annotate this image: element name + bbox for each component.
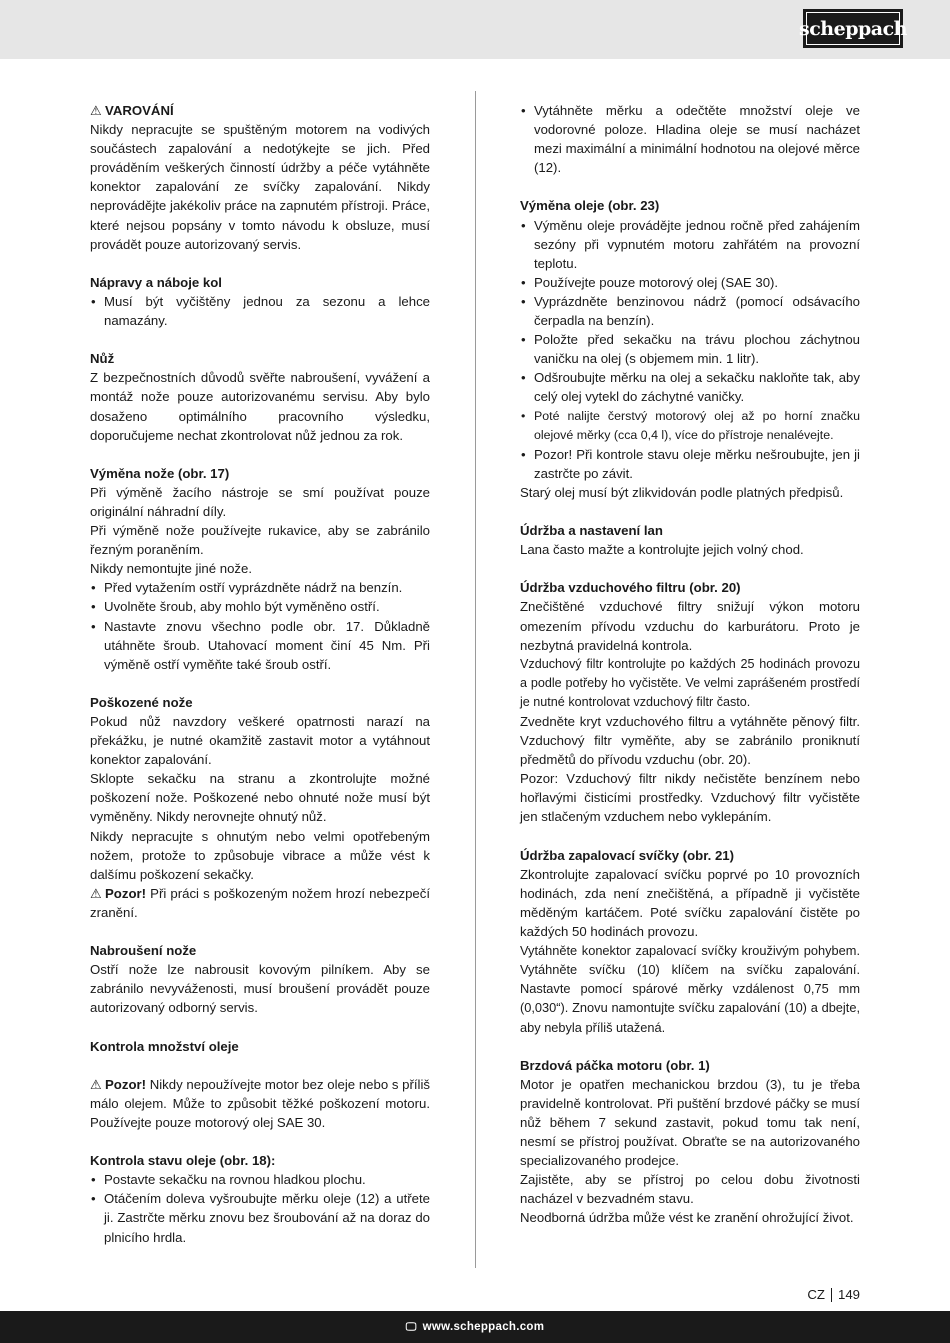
- sharpen-heading: Nabroušení nože: [90, 943, 197, 959]
- cables-text: Lana často mažte a kontrolujte jejich volný chod.: [520, 542, 804, 558]
- sharpen-section: [90, 941, 430, 1017]
- paragraph: Nikdy nepracujte s ohnutým nebo velmi opotřebeným nožem, protože to způsobuje vibrace a může vést k dalšímu poškození sekačky.: [90, 828, 430, 882]
- brake-heading: Brzdová páčka motoru (obr. 1): [520, 1057, 710, 1073]
- paragraph: Při výměně žacího nástroje se smí používat pouze originální náhradní díly.: [90, 484, 430, 519]
- column-divider: [475, 91, 476, 1268]
- paragraph: Pokud nůž navzdory veškeré opatrnosti narazí na překážku, je nutné okamžitě zastavit motor a vytáhnout konektor zapalování.: [90, 714, 430, 768]
- paragraph: Znečištěné vzduchové filtry snižují výkon motoru omezením přívodu vzduchu do karburátoru. Proto je nezbytná pravidelná kontrola.: [520, 599, 860, 653]
- knife-replace-list: [90, 578, 430, 673]
- paragraph: Vytáhněte konektor zapalovací svíčky krouživým pohybem. Vytáhněte svíčku (10) klíčem na svíčku zapalování. Nastavte pomocí spárové měrky vzdálenost 0,75 mm (0,030“). Znovu namontujte svíčku zapalování (10) a dbejte, aby nebyla příliš utažená.: [520, 943, 860, 1035]
- knife-section: [90, 349, 430, 444]
- warning-icon: ⚠: [90, 103, 102, 118]
- oil-level-heading: Kontrola stavu oleje (obr. 18):: [90, 1153, 276, 1169]
- axles-list: [90, 292, 430, 330]
- spark-plug-section: [520, 846, 860, 1037]
- paragraph: Zvedněte kryt vzduchového filtru a vytáhněte pěnový filtr. Vzduchový filtr vyměňte, aby se zabránilo proniknutí předmětů do přívodu vzduchu (obr. 20).: [520, 714, 860, 768]
- caution-text: Nikdy nepoužívejte motor bez oleje nebo s příliš málo olejem. Může to způsobit těžké poškození motoru. Používejte pouze motorový olej SAE 30.: [90, 1076, 430, 1130]
- paragraph: Zkontrolujte zapalovací svíčku poprvé po 10 provozních hodinách, zda není znečištěná, a případně ji vyčistěte měděným kartáčem. Poté svíčku zapalování čistěte po každých 50 hodinách provozu.: [520, 866, 860, 940]
- list-item: • Poté nalijte čerstvý motorový olej až po horní značku olejové měrky (cca 0,4 l), více do přístroje nenalévejte.: [520, 407, 860, 445]
- list-item: • Musí být vyčištěny jednou za sezonu a lehce namazány.: [90, 292, 430, 330]
- caution-text: Při práci s poškozeným nožem hrozí nebezpečí zranění.: [90, 885, 430, 920]
- cables-section: [520, 521, 860, 559]
- list-item: • Uvolněte šroub, aby mohlo být vyměněno ostří.: [90, 597, 430, 616]
- list-item: • Nastavte znovu všechno podle obr. 17. Důkladně utáhněte šroub. Utahovací moment činí 45 Nm. Při výměně ostří vyměňte také šroub ostří.: [90, 617, 430, 674]
- brand-logo-text: scheppach: [799, 17, 907, 40]
- paragraph: Motor je opatřen mechanickou brzdou (3), tu je třeba pravidelně kontrolovat. Při puštění brzdové páčky se musí nůž během 7 sekund zastavit, pokud tomu tak není, nesmí se přístroj používat. Obraťte se na autorizovaného specializovaného prodejce.: [520, 1076, 860, 1169]
- axles-heading: Nápravy a náboje kol: [90, 274, 222, 290]
- paragraph: Vzduchový filtr kontrolujte po každých 25 hodinách provozu a podle potřeby ho vyčistěte. Ve velmi zaprášeném prostředí je nutné kontrolovat vzduchový filtr často.: [520, 656, 860, 709]
- monitor-icon: 🖵: [405, 1320, 417, 1333]
- list-item: • Odšroubujte měrku na olej a sekačku nakloňte tak, aby celý olej vytekl do záchytné vaničky.: [520, 368, 860, 406]
- sharpen-text: Ostří nože lze nabrousit kovovým pilníkem. Aby se zabránilo nevyváženosti, musí broušení provádět pouze autorizovaný odborný servis.: [90, 962, 430, 1016]
- air-filter-section: [520, 578, 860, 826]
- brand-logo: [799, 9, 907, 48]
- brake-section: [520, 1056, 860, 1228]
- paragraph: Nikdy nemontujte jiné nože.: [90, 561, 253, 577]
- oil-change-section: [520, 196, 860, 502]
- oil-change-heading: Výměna oleje (obr. 23): [520, 198, 660, 214]
- page-separator: [831, 1288, 832, 1302]
- damaged-section: [90, 693, 430, 922]
- list-item: • Vyprázdněte benzinovou nádrž (pomocí odsávacího čerpadla na benzín).: [520, 292, 860, 330]
- paragraph: Pozor: Vzduchový filtr nikdy nečistěte benzínem nebo hořlavými čisticími prostředky. Vzduchový filtr vyčistěte jen stlačeným vzduchem nebo vyklepáním.: [520, 771, 860, 825]
- oil-amount-heading: Kontrola množství oleje: [90, 1038, 239, 1054]
- list-item: • Vytáhněte měrku a odečtěte množství oleje ve vodorovné poloze. Hladina oleje se musí nacházet mezi maximální a minimální hodnotou na olejové měrce (12).: [520, 101, 860, 177]
- oil-level-cont-list: [520, 101, 860, 177]
- knife-heading: Nůž: [90, 351, 115, 367]
- cables-heading: Údržba a nastavení lan: [520, 523, 663, 539]
- warning-icon: ⚠: [90, 1076, 102, 1092]
- oil-amount-caution: [90, 1075, 430, 1132]
- page-number-value: 149: [837, 1287, 860, 1302]
- list-item: • Používejte pouze motorový olej (SAE 30).: [520, 273, 860, 292]
- oil-level-cont-section: [520, 101, 860, 177]
- paragraph: Zajistěte, aby se přístroj po celou dobu životnosti nacházel v bezvadném stavu.: [520, 1172, 860, 1207]
- spark-plug-heading: Údržba zapalovací svíčky (obr. 21): [520, 847, 735, 863]
- footer-url[interactable]: www.scheppach.com: [422, 1321, 545, 1333]
- warning-section: [90, 101, 430, 254]
- page-number: [807, 1287, 860, 1302]
- paragraph: Sklopte sekačku na stranu a zkontrolujte možné poškození nože. Poškozené nebo ohnuté nože musí být vyměněny. Nikdy nerovnejte ohnutý nůž.: [90, 771, 430, 825]
- air-filter-heading: Údržba vzduchového filtru (obr. 20): [520, 580, 741, 596]
- language-code: CZ: [807, 1287, 825, 1302]
- footer-bar: [0, 1311, 950, 1343]
- warning-icon: ⚠: [90, 885, 102, 901]
- oil-level-section: [90, 1151, 430, 1246]
- axles-section: [90, 273, 430, 330]
- damaged-caution: [90, 884, 430, 922]
- left-column: [90, 101, 430, 1247]
- caution-label: Pozor!: [105, 885, 147, 901]
- list-item: • Před vytažením ostří vyprázdněte nádrž na benzín.: [90, 578, 430, 597]
- list-item: • Postavte sekačku na rovnou hladkou plochu.: [90, 1170, 430, 1189]
- damaged-heading: Poškozené nože: [90, 694, 193, 710]
- oil-level-list: [90, 1170, 430, 1246]
- list-item: • Položte před sekačku na trávu plochou záchytnou vaničku na olej (s objemem min. 1 litr).: [520, 330, 860, 368]
- warning-text: Nikdy nepracujte se spuštěným motorem na vodivých součástech zapalování a nedotýkejte se jich. Před prováděním veškerých činností údržby a péče vytáhněte konektor zapalování ze svíčky zapalování. Nikdy neprovádějte jakékoliv práce na zapnutém přístroji. Práce, které nejsou popsány v tomto návodu k obsluze, musí provádět pouze autorizovaný servis.: [90, 122, 430, 252]
- oil-amount-section: [90, 1037, 430, 1132]
- right-column: [520, 101, 860, 1228]
- paragraph: Neodborná údržba může vést ke zranění ohrožující život.: [520, 1210, 854, 1226]
- knife-replace-section: [90, 464, 430, 674]
- list-item: • Výměnu oleje provádějte jednou ročně před zahájením sezóny při vypnutém motoru zahřátém na provozní teplotu.: [520, 216, 860, 273]
- list-item: • Pozor! Při kontrole stavu oleje měrku nešroubujte, jen ji zastrčte po závit.: [520, 445, 860, 483]
- oil-change-footer-text: Starý olej musí být zlikvidován podle platných předpisů.: [520, 484, 844, 500]
- knife-text: Z bezpečnostních důvodů svěřte nabroušení, vyvážení a montáž nože pouze autorizovanému servisu. Aby bylo dosaženo optimálního pracovního výsledku, doporučujeme nechat zkontrolovat nůž jednou za rok.: [90, 370, 430, 443]
- knife-replace-heading: Výměna nože (obr. 17): [90, 465, 230, 481]
- paragraph: Při výměně nože používejte rukavice, aby se zabránilo řezným poraněním.: [90, 523, 430, 558]
- oil-change-list: [520, 216, 860, 483]
- caution-label: Pozor!: [105, 1076, 147, 1092]
- list-item: • Otáčením doleva vyšroubujte měrku oleje (12) a utřete ji. Zastrčte měrku znovu bez šroubování až na doraz do plnicího hrdla.: [90, 1189, 430, 1246]
- warning-heading: ⚠ VAROVÁNÍ: [90, 101, 430, 120]
